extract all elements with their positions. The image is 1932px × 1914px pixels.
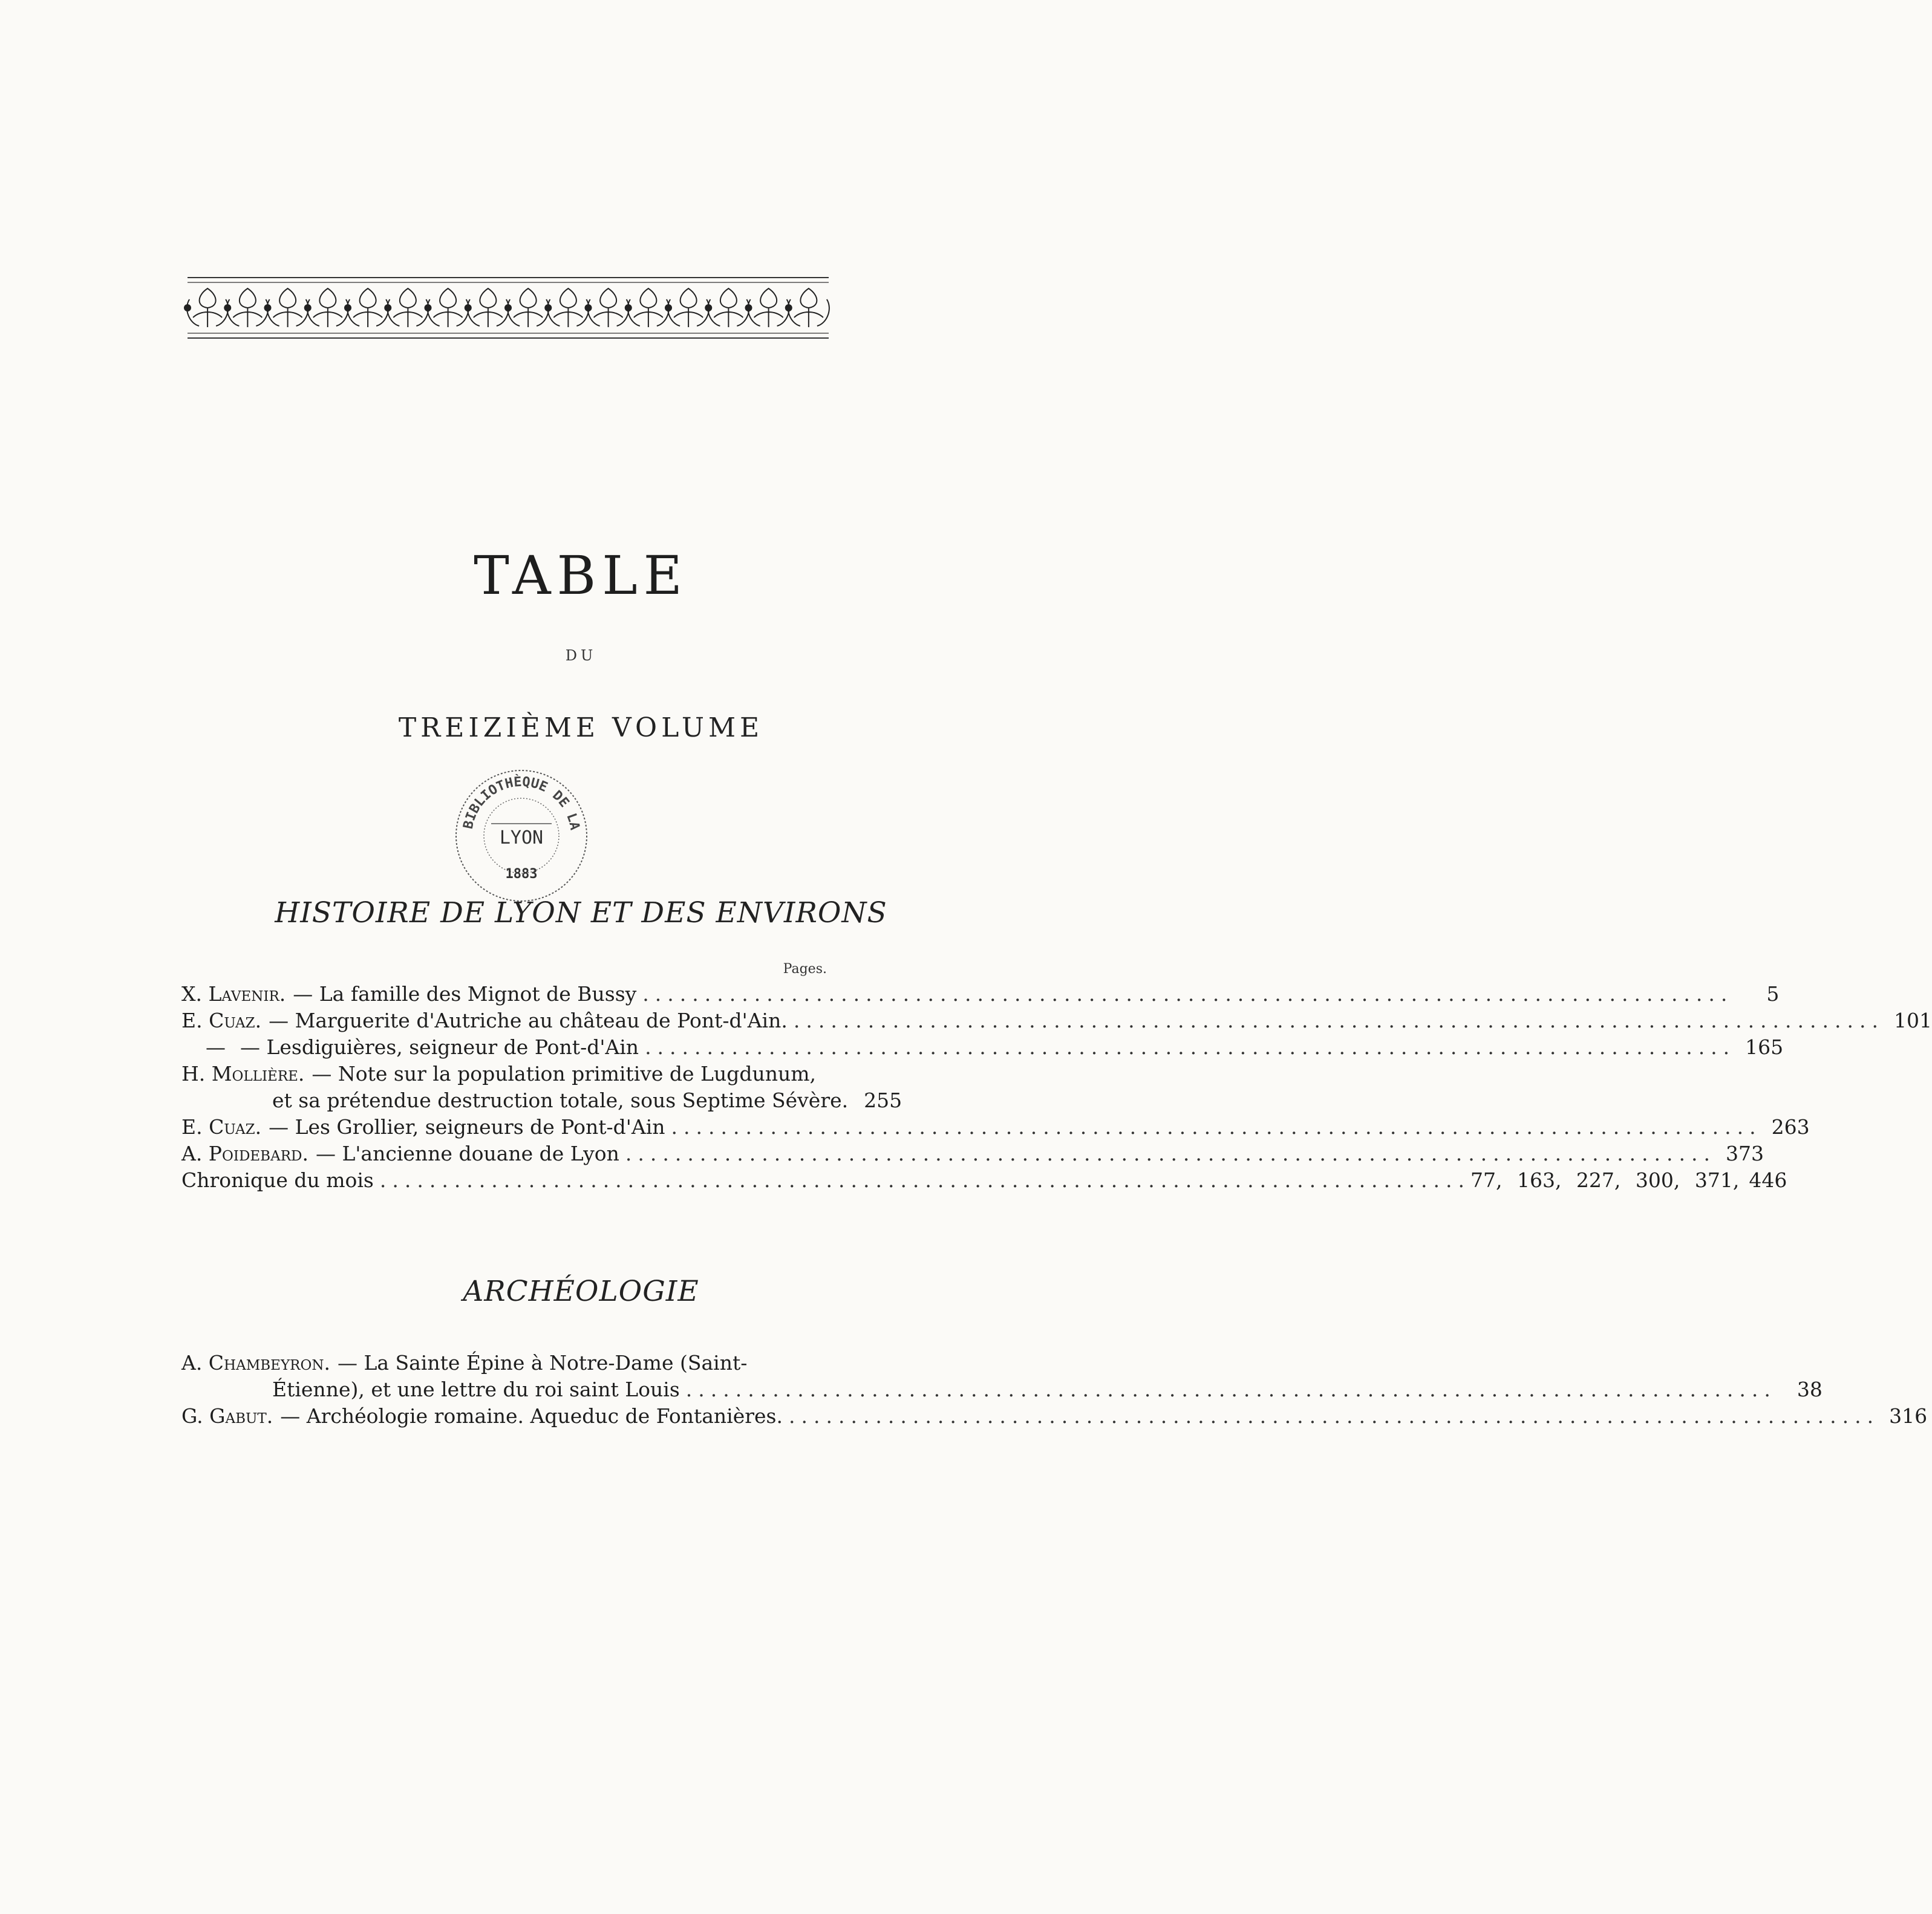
ornament-motif — [385, 288, 428, 327]
entry-page: 165 — [1745, 1035, 1784, 1059]
entry-page: 263 — [1771, 1115, 1810, 1139]
toc-entry — [181, 1061, 829, 1087]
toc-entry — [181, 1034, 1784, 1061]
entry-title: et sa prétendue destruction totale, sous Septime Sévère. — [272, 1089, 849, 1112]
entry-title: — Archéologie romaine. Aqueduc de Fontanières. — [280, 1404, 783, 1428]
dot-leader: ........................................................................................ — [671, 1115, 1762, 1139]
entry-author: X. Lavenir. — [181, 982, 286, 1006]
entry-title: Étienne), et une lettre du roi saint Louis — [272, 1378, 680, 1401]
dot-leader: ........................................................................................ — [789, 1404, 1880, 1428]
entry-title: — Les Grollier, seigneurs de Pont-d'Ain — [269, 1115, 665, 1139]
pages-column-label: Pages. — [783, 962, 827, 977]
ornamental-border — [188, 275, 829, 342]
toc-entry — [181, 1007, 1932, 1034]
stamp-text-arc: BIBLIOTHÈQUE DE LA — [460, 774, 583, 832]
ornament-motif — [184, 288, 228, 327]
dot-leader: ........................................................................................ — [645, 1035, 1736, 1059]
library-stamp — [449, 763, 594, 908]
toc-entry-continuation — [181, 1087, 902, 1114]
entry-pages-multi: 77, 163, 227, 300, 371, — [1470, 1168, 1740, 1192]
ornament-motif — [586, 288, 629, 327]
entry-page: 255 — [864, 1089, 902, 1112]
entry-title: — Marguerite d'Autriche au château de Pont-d'Ain. — [269, 1009, 788, 1032]
entry-title: — L'ancienne douane de Lyon — [315, 1142, 619, 1165]
dot-leader: ........................................................................................ — [625, 1142, 1716, 1165]
entry-author: A. Poidebard. — [181, 1142, 308, 1165]
entry-title: — Note sur la population primitive de Lugdunum, — [312, 1062, 817, 1086]
ornament-motif — [705, 288, 749, 327]
toc-entry — [181, 1350, 829, 1376]
toc-list-histoire — [181, 981, 1932, 1194]
entry-author: H. Mollière. — [181, 1062, 305, 1086]
volume-title: TREIZIÈME VOLUME — [398, 712, 764, 743]
stamp-city: LYON — [499, 827, 544, 848]
toc-entry — [181, 1167, 1787, 1194]
toc-list-archeologie — [181, 1350, 1928, 1430]
entry-page: 373 — [1726, 1142, 1764, 1165]
entry-title: Chronique du mois — [181, 1168, 374, 1192]
ornament-motif — [305, 288, 348, 327]
ornament-motif — [746, 288, 789, 327]
entry-page: 316 — [1889, 1404, 1928, 1428]
entry-author: G. Gabut. — [181, 1404, 273, 1428]
ornament-motif — [265, 288, 308, 327]
section-title-histoire: HISTOIRE DE LYON ET DES ENVIRONS — [275, 896, 887, 929]
ornament-motif — [465, 288, 509, 327]
entry-page: 446 — [1749, 1168, 1787, 1192]
stamp-year: 1883 — [505, 867, 538, 882]
ornament-motif — [505, 288, 549, 327]
toc-entry — [181, 1403, 1928, 1430]
dot-leader: ........................................................................................ — [793, 1009, 1884, 1032]
ornament-motif — [224, 288, 268, 327]
entry-page: 38 — [1797, 1378, 1823, 1401]
toc-entry — [181, 1141, 1764, 1167]
toc-entry — [181, 981, 1780, 1007]
ornament-motif — [786, 288, 829, 327]
dot-leader: ........................................................................................ — [642, 982, 1734, 1006]
ornament-motif — [665, 288, 709, 327]
entry-page: 5 — [1766, 982, 1780, 1006]
section-title-archeologie: ARCHÉOLOGIE — [463, 1275, 699, 1308]
page-title: TABLE — [474, 544, 688, 607]
ornament-motif — [345, 288, 388, 327]
entry-author: — — [206, 1035, 226, 1059]
ornament-motif — [425, 288, 469, 327]
entry-author: E. Cuaz. — [181, 1115, 262, 1139]
entry-title: — La famille des Mignot de Bussy — [293, 982, 637, 1006]
toc-entry-continuation — [181, 1376, 1823, 1403]
entry-title: — Lesdiguières, seigneur de Pont-d'Ain — [240, 1035, 639, 1059]
dot-leader: ........................................................................................ — [685, 1378, 1777, 1401]
title-connector: DU — [565, 647, 597, 664]
toc-entry — [181, 1114, 1810, 1141]
ornament-motif — [625, 288, 669, 327]
entry-title: — La Sainte Épine à Notre-Dame (Saint- — [337, 1351, 748, 1375]
entry-author: E. Cuaz. — [181, 1009, 262, 1032]
entry-page: 101 — [1893, 1009, 1932, 1032]
ornament-motif — [545, 288, 589, 327]
entry-author: A. Chambeyron. — [181, 1351, 330, 1375]
dot-leader: ........................................................................................ — [379, 1168, 1470, 1192]
